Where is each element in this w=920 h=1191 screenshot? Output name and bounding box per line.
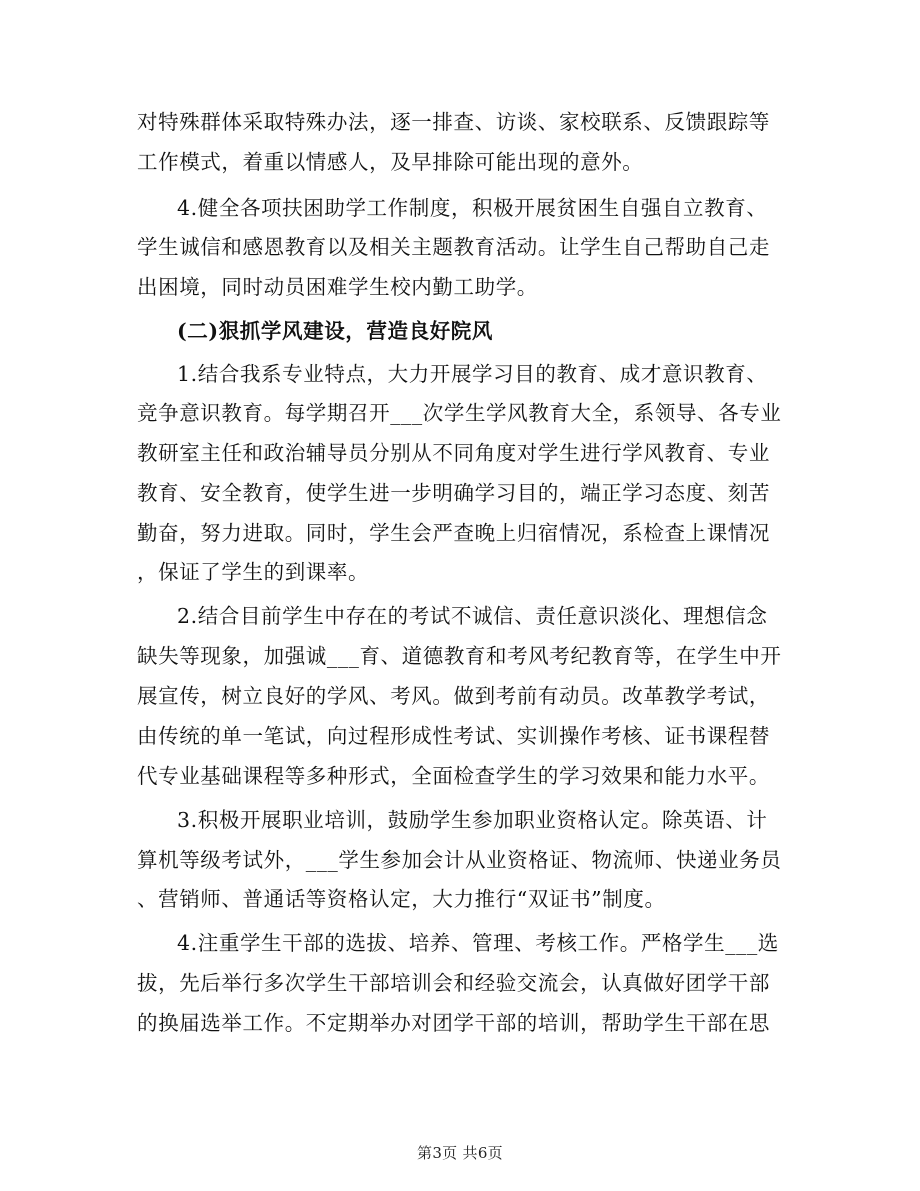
paragraph-line: 缺失等现象，加强诚___育、道德教育和考风考纪教育等，在学生中开 (137, 644, 782, 668)
paragraph-line: 算机等级考试外，___学生参加会计从业资格证、物流师、快递业务员 (137, 848, 782, 872)
paragraph-line: 竞争意识教育。每学期召开___次学生学风教育大全，系领导、各专业 (137, 401, 782, 425)
paragraph-line: 教研室主任和政治辅导员分别从不同角度对学生进行学风教育、专业 (137, 441, 770, 465)
paragraph-line: 的换届选举工作。不定期举办对团学干部的培训，帮助学生干部在思 (137, 1011, 770, 1035)
paragraph-line: 对特殊群体采取特殊办法，逐一排查、访谈、家校联系、反馈跟踪等 (137, 110, 770, 134)
paragraph-line: 2.结合目前学生中存在的考试不诚信、责任意识淡化、理想信念 (177, 604, 768, 628)
paragraph-line: 代专业基础课程等多种形式，全面检查学生的学习效果和能力水平。 (137, 764, 770, 788)
paragraph-line: 工作模式，着重以情感人，及早排除可能出现的意外。 (137, 150, 644, 174)
paragraph-line: 学生诚信和感恩教育以及相关主题教育活动。让学生自己帮助自己走 (137, 235, 770, 259)
paragraph-line: 由传统的单一笔试，向过程形成性考试、实训操作考核、证书课程替 (137, 724, 770, 748)
paragraph-line: 展宣传，树立良好的学风、考风。做到考前有动员。改革教学考试， (137, 684, 770, 708)
paragraph-line: 拔，先后举行多次学生干部培训会和经验交流会，认真做好团学干部 (137, 971, 770, 995)
paragraph-line: 4.健全各项扶困助学工作制度，积极开展贫困生自强自立教育、 (177, 196, 768, 220)
section-heading: (二)狠抓学风建设，营造良好院风 (177, 319, 493, 343)
paragraph-line: 教育、安全教育，使学生进一步明确学习目的，端正学习态度、刻苦 (137, 481, 770, 505)
paragraph-line: 、营销师、普通话等资格认定，大力推行“双证书”制度。 (137, 887, 666, 911)
paragraph-line: 出困境，同时动员困难学生校内勤工助学。 (137, 275, 538, 299)
paragraph-line: 3.积极开展职业培训，鼓励学生参加职业资格认定。除英语、计 (177, 808, 768, 832)
paragraph-line: 4.注重学生干部的选拔、培养、管理、考核工作。严格学生___选 (177, 931, 779, 955)
paragraph-line: 1.结合我系专业特点，大力开展学习目的教育、成才意识教育、 (177, 362, 768, 386)
paragraph-line: 勤奋，努力进取。同时，学生会严查晚上归宿情况，系检查上课情况 (137, 521, 770, 545)
page-number: 第3页 共6页 (417, 1144, 503, 1162)
paragraph-line: ，保证了学生的到课率。 (137, 560, 370, 584)
